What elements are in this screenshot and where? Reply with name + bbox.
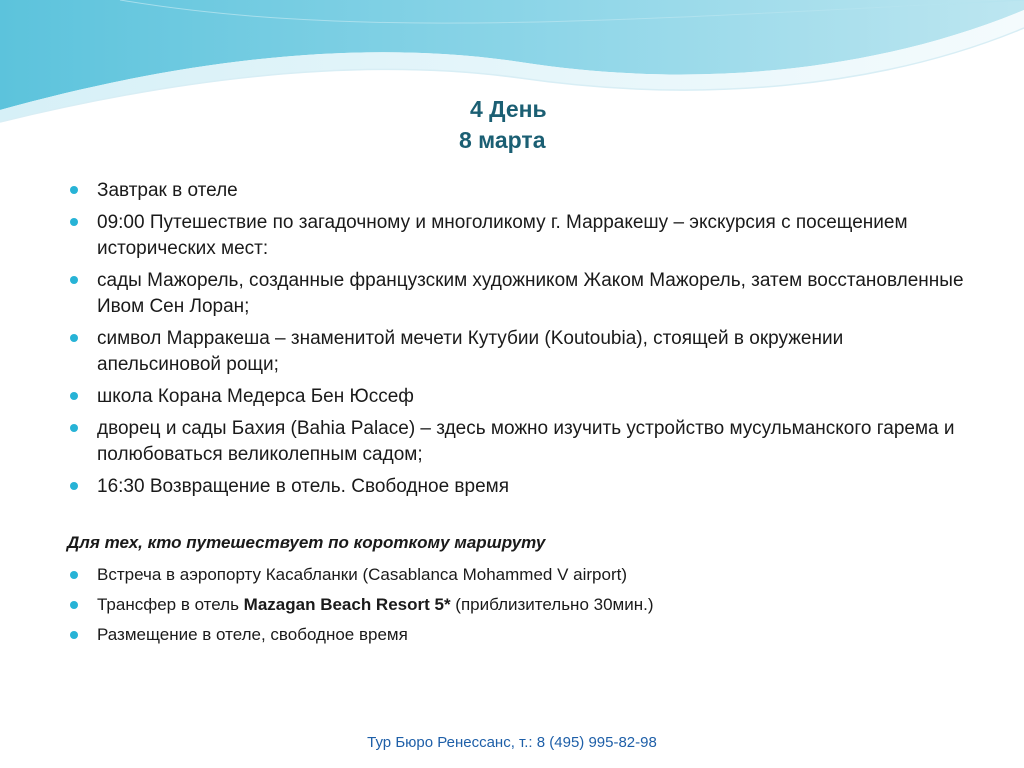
list-item: сады Мажорель, созданные французским художником Жаком Мажорель, затем восстановленные Ивом Сен Лоран;	[65, 268, 965, 320]
bullet-icon	[70, 218, 78, 226]
list-item: Размещение в отеле, свободное время	[65, 624, 965, 646]
bullet-icon	[70, 392, 78, 400]
bullet-icon	[70, 186, 78, 194]
bullet-icon	[70, 601, 78, 609]
list-item: дворец и сады Бахия (Bahia Palace) – здесь можно изучить устройство мусульманского гарема и полюбоваться великолепным садом;	[65, 416, 965, 468]
bullet-icon	[70, 631, 78, 639]
short-route-list	[65, 564, 965, 646]
bullet-icon	[70, 276, 78, 284]
title-date: 8 марта	[459, 127, 546, 153]
title-day: 4 День	[470, 96, 547, 122]
bullet-icon	[70, 571, 78, 579]
bullet-icon	[70, 424, 78, 432]
list-item: символ Марракеша – знаменитой мечети Кутубии (Koutoubia), стоящей в окружении апельсиновой рощи;	[65, 326, 965, 378]
short-route-heading: Для тех, кто путешествует по короткому маршруту	[67, 533, 546, 552]
page-title	[0, 94, 1024, 156]
list-item: Встреча в аэропорту Касабланки (Casablanca Mohammed V airport)	[65, 564, 965, 586]
list-item: 16:30 Возвращение в отель. Свободное время	[65, 474, 965, 500]
list-item: школа Корана Медерса Бен Юссеф	[65, 384, 965, 410]
list-item: Трансфер в отель Mazagan Beach Resort 5* (приблизительно 30мин.)	[65, 594, 965, 616]
hotel-name: Mazagan Beach Resort 5*	[243, 595, 451, 614]
list-item: 09:00 Путешествие по загадочному и многоликому г. Марракешу – экскурсия с посещением исторических мест:	[65, 210, 965, 262]
content-area	[65, 178, 965, 654]
list-item: Завтрак в отеле	[65, 178, 965, 204]
itinerary-list	[65, 178, 965, 500]
footer-contact: Тур Бюро Ренессанс, т.: 8 (495) 995-82-98	[367, 734, 657, 751]
bullet-icon	[70, 334, 78, 342]
bullet-icon	[70, 482, 78, 490]
